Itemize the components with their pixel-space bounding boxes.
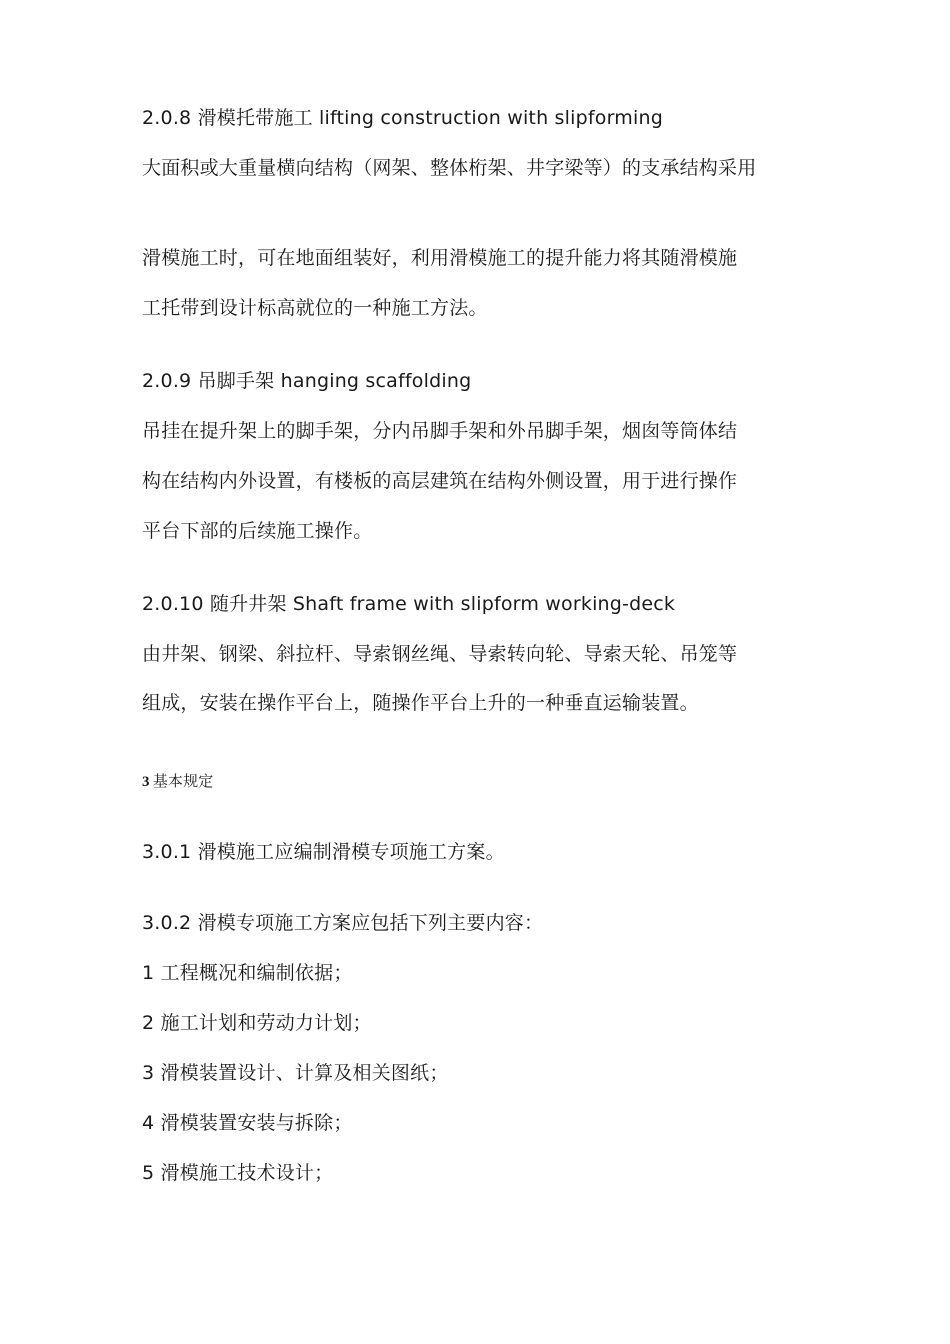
list-item-2: 2 施工计划和劳动力计划； (142, 1012, 372, 1034)
term-2-0-10-heading: 2.0.10 随升井架 Shaft frame with slipform working-deck (142, 593, 676, 615)
section-3-number: 3 (142, 774, 150, 790)
term-2-0-8-text-line-3: 工托带到设计标高就位的一种施工方法。 (142, 297, 488, 319)
term-2-0-9-text-line-1: 吊挂在提升架上的脚手架，分内吊脚手架和外吊脚手架，烟囱等筒体结 (142, 420, 738, 442)
list-item-1: 1 工程概况和编制依据； (142, 962, 353, 984)
term-2-0-10-text-line-2: 组成，安装在操作平台上，随操作平台上升的一种垂直运输装置。 (142, 692, 699, 714)
clause-3-0-2: 3.0.2 滑模专项施工方案应包括下列主要内容： (142, 912, 544, 934)
term-2-0-10-text-line-1: 由井架、钢梁、斜拉杆、导索钢丝绳、导索转向轮、导索天轮、吊笼等 (142, 643, 738, 665)
list-item-3: 3 滑模装置设计、计算及相关图纸； (142, 1062, 449, 1084)
term-2-0-8-text-line-1: 大面积或大重量横向结构（网架、整体桁架、井字梁等）的支承结构采用 (142, 157, 757, 179)
section-3-heading (142, 768, 214, 795)
list-item-4: 4 滑模装置安装与拆除； (142, 1112, 353, 1134)
term-2-0-8-heading: 2.0.8 滑模托带施工 lifting construction with slipforming (142, 107, 663, 129)
list-item-5: 5 滑模施工技术设计； (142, 1162, 334, 1184)
clause-3-0-1: 3.0.1 滑模施工应编制滑模专项施工方案。 (142, 841, 505, 863)
term-2-0-9-text-line-2: 构在结构内外设置，有楼板的高层建筑在结构外侧设置，用于进行操作 (142, 470, 738, 492)
term-2-0-9-heading: 2.0.9 吊脚手架 hanging scaffolding (142, 370, 472, 392)
term-2-0-9-text-line-3: 平台下部的后续施工操作。 (142, 520, 373, 542)
term-2-0-8-text-line-2: 滑模施工时，可在地面组装好，利用滑模施工的提升能力将其随滑模施 (142, 247, 738, 269)
section-3-title: 基本规定 (152, 772, 214, 790)
